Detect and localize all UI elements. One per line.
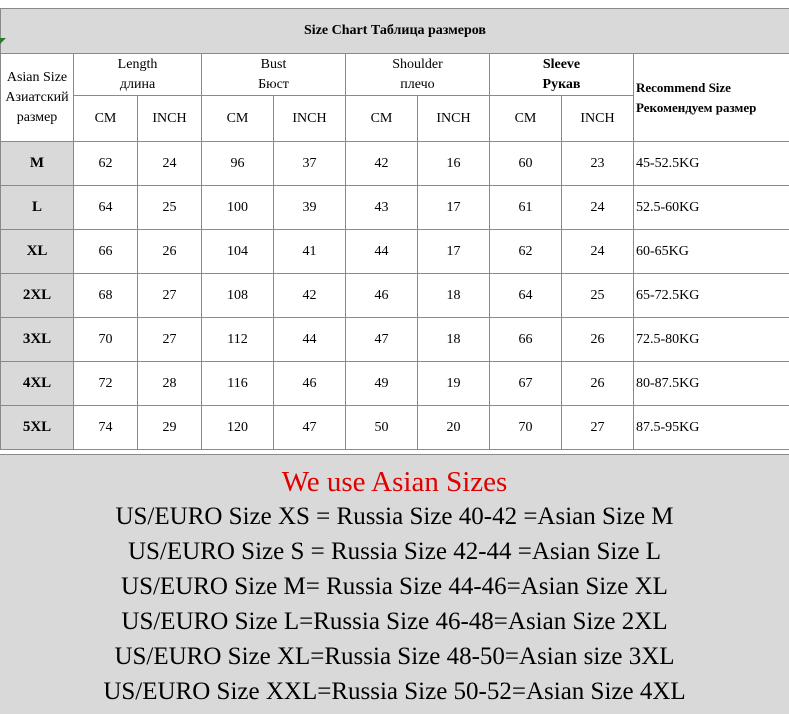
asian-sizes-notice: We use Asian Sizes bbox=[281, 466, 508, 498]
recommend-weight-cell: 45-52.5KG bbox=[634, 142, 789, 186]
table-row bbox=[1, 274, 789, 318]
measurement-cell: 24 bbox=[138, 142, 202, 186]
table-row bbox=[1, 186, 789, 230]
table-row bbox=[1, 142, 789, 186]
measurement-cell: 72 bbox=[74, 362, 138, 406]
size-conversion-notes bbox=[0, 454, 789, 714]
sleeve-header: Sleeve Рукав bbox=[490, 54, 634, 96]
corner-marker bbox=[0, 38, 6, 44]
shoulder-header: Shoulder плечо bbox=[346, 54, 490, 96]
table-row bbox=[1, 318, 789, 362]
measurement-cell: 17 bbox=[418, 230, 490, 274]
measurement-cell: 67 bbox=[490, 362, 562, 406]
measurement-cell: 27 bbox=[562, 406, 634, 450]
unit-cm: CM bbox=[346, 96, 418, 142]
asian-size-label-en: Asian Size bbox=[6, 69, 68, 85]
measurement-cell: 46 bbox=[274, 362, 346, 406]
asian-size-header bbox=[1, 54, 74, 142]
measurement-cell: 100 bbox=[202, 186, 274, 230]
measurement-cell: 70 bbox=[74, 318, 138, 362]
recommend-weight-cell: 72.5-80KG bbox=[634, 318, 789, 362]
measurement-cell: 23 bbox=[562, 142, 634, 186]
unit-inch: INCH bbox=[274, 96, 346, 142]
measurement-cell: 26 bbox=[562, 362, 634, 406]
measurement-cell: 19 bbox=[418, 362, 490, 406]
size-label-cell: XL bbox=[1, 230, 74, 274]
measurement-cell: 104 bbox=[202, 230, 274, 274]
measurement-cell: 24 bbox=[562, 230, 634, 274]
length-header: Length длина bbox=[74, 54, 202, 96]
measurement-cell: 112 bbox=[202, 318, 274, 362]
size-chart-table bbox=[0, 8, 789, 450]
size-label-cell: M bbox=[1, 142, 74, 186]
measurement-cell: 39 bbox=[274, 186, 346, 230]
measurement-cell: 108 bbox=[202, 274, 274, 318]
measurement-cell: 64 bbox=[74, 186, 138, 230]
measurement-cell: 29 bbox=[138, 406, 202, 450]
bust-header: Bust Бюст bbox=[202, 54, 346, 96]
measurement-cell: 20 bbox=[418, 406, 490, 450]
measurement-cell: 61 bbox=[490, 186, 562, 230]
conversion-line: US/EURO Size XXL=Russia Size 50-52=Asian Size 4XL bbox=[103, 678, 686, 705]
measurement-cell: 25 bbox=[138, 186, 202, 230]
size-label-cell: 5XL bbox=[1, 406, 74, 450]
measurement-cell: 44 bbox=[346, 230, 418, 274]
table-row bbox=[1, 406, 789, 450]
unit-inch: INCH bbox=[138, 96, 202, 142]
measurement-cell: 116 bbox=[202, 362, 274, 406]
measurement-cell: 16 bbox=[418, 142, 490, 186]
table-row bbox=[1, 230, 789, 274]
measurement-cell: 37 bbox=[274, 142, 346, 186]
measurement-cell: 47 bbox=[274, 406, 346, 450]
measurement-cell: 26 bbox=[138, 230, 202, 274]
recommend-size-header: Recommend Size Рекомендуем размер bbox=[634, 54, 789, 142]
unit-inch: INCH bbox=[562, 96, 634, 142]
measurement-cell: 49 bbox=[346, 362, 418, 406]
measurement-cell: 25 bbox=[562, 274, 634, 318]
measurement-cell: 47 bbox=[346, 318, 418, 362]
unit-cm: CM bbox=[74, 96, 138, 142]
unit-cm: CM bbox=[202, 96, 274, 142]
measurement-cell: 42 bbox=[346, 142, 418, 186]
measurement-cell: 46 bbox=[346, 274, 418, 318]
measurement-cell: 66 bbox=[74, 230, 138, 274]
measurement-cell: 50 bbox=[346, 406, 418, 450]
recommend-weight-cell: 60-65KG bbox=[634, 230, 789, 274]
recommend-weight-cell: 87.5-95KG bbox=[634, 406, 789, 450]
measurement-cell: 43 bbox=[346, 186, 418, 230]
conversion-line: US/EURO Size S = Russia Size 42-44 =Asian Size L bbox=[127, 538, 662, 565]
table-row bbox=[1, 362, 789, 406]
measurement-cell: 44 bbox=[274, 318, 346, 362]
measurement-cell: 62 bbox=[490, 230, 562, 274]
measurement-cell: 62 bbox=[74, 142, 138, 186]
measurement-cell: 120 bbox=[202, 406, 274, 450]
measurement-cell: 18 bbox=[418, 318, 490, 362]
size-label-cell: 3XL bbox=[1, 318, 74, 362]
measurement-cell: 17 bbox=[418, 186, 490, 230]
measurement-cell: 66 bbox=[490, 318, 562, 362]
asian-size-label-ru: Азиатский размер bbox=[5, 89, 69, 125]
conversion-line: US/EURO Size XL=Russia Size 48-50=Asian size 3XL bbox=[114, 643, 675, 670]
recommend-weight-cell: 80-87.5KG bbox=[634, 362, 789, 406]
chart-title: Size Chart Таблица размеров bbox=[1, 9, 789, 54]
measurement-cell: 68 bbox=[74, 274, 138, 318]
measurement-cell: 24 bbox=[562, 186, 634, 230]
conversion-line: US/EURO Size XS = Russia Size 40-42 =Asian Size M bbox=[115, 503, 674, 530]
measurement-cell: 28 bbox=[138, 362, 202, 406]
unit-inch: INCH bbox=[418, 96, 490, 142]
measurement-cell: 26 bbox=[562, 318, 634, 362]
measurement-cell: 18 bbox=[418, 274, 490, 318]
size-label-cell: 4XL bbox=[1, 362, 74, 406]
recommend-weight-cell: 65-72.5KG bbox=[634, 274, 789, 318]
measurement-cell: 64 bbox=[490, 274, 562, 318]
recommend-weight-cell: 52.5-60KG bbox=[634, 186, 789, 230]
measurement-cell: 74 bbox=[74, 406, 138, 450]
measurement-cell: 27 bbox=[138, 274, 202, 318]
size-label-cell: L bbox=[1, 186, 74, 230]
measurement-cell: 60 bbox=[490, 142, 562, 186]
measurement-cell: 41 bbox=[274, 230, 346, 274]
measurement-cell: 96 bbox=[202, 142, 274, 186]
conversion-line: US/EURO Size L=Russia Size 46-48=Asian Size 2XL bbox=[121, 608, 668, 635]
measurement-cell: 42 bbox=[274, 274, 346, 318]
measurement-cell: 70 bbox=[490, 406, 562, 450]
size-label-cell: 2XL bbox=[1, 274, 74, 318]
conversion-line: US/EURO Size M= Russia Size 44-46=Asian Size XL bbox=[121, 573, 668, 600]
unit-cm: CM bbox=[490, 96, 562, 142]
measurement-cell: 27 bbox=[138, 318, 202, 362]
